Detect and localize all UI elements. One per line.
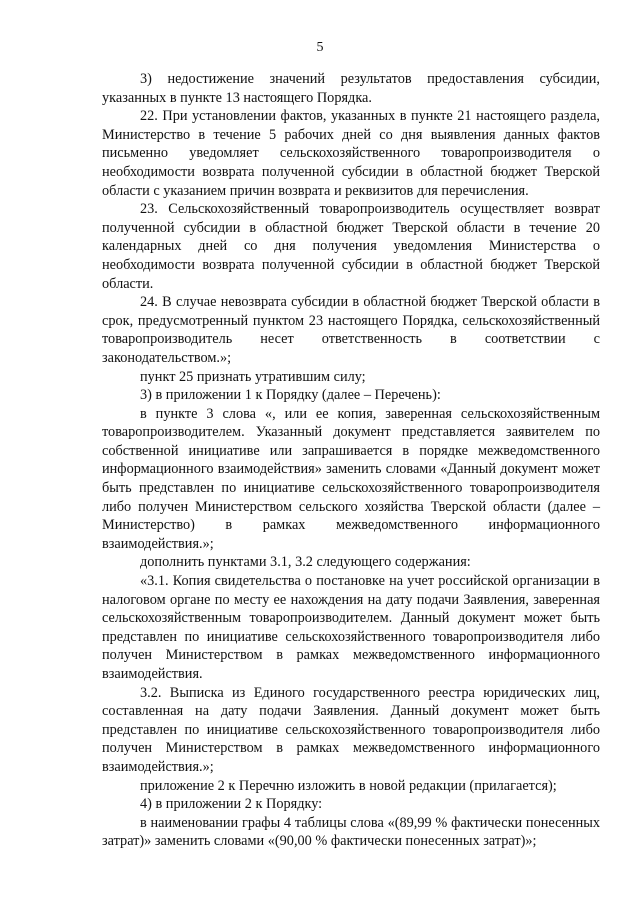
paragraph-item-4: 4) в приложении 2 к Порядку: bbox=[140, 796, 323, 813]
paragraph-appendix-1: 3) в приложении 1 к Порядку (далее – Перечень): bbox=[140, 387, 441, 404]
paragraph-column-4-change: в наименовании графы 4 таблицы слова «(89,99 % фактически понесенных затрат)» заменить словами «(90,00 % фактически понесенных затрат)»; bbox=[102, 814, 600, 850]
paragraph-point-3-change: в пункте 3 слова «, или ее копия, заверенная сельскохозяйственным товаропроизводителем. Указанный документ представляется заявителем по собственной инициативе или запрашивается в порядке межведомственного информационного взаимодействия» заменить словами «Данный документ может быть представлен по инициативе сельскохозяйственного товаропроизводителя либо получен Министерством сельского хозяйства Тверской области (далее – Министерство) в рамках межведомственного информационного взаимодействия.»; bbox=[102, 405, 600, 552]
paragraph-item-3: 3) недостижение значений результатов предоставления субсидии, указанных в пункте 13 настоящего Порядка. bbox=[102, 71, 600, 106]
paragraph-point-3-1: «3.1. Копия свидетельства о постановке на учет российской организации в налоговом органе по месту ее нахождения на дату подачи Заявления, заверенная сельскохозяйственным товаропроизводителем. Данный документ может быть представлен по инициативе сельскохозяйственного товаропроизводителя либо получен Министерством в рамках межведомственного информационного взаимодействия. bbox=[102, 573, 600, 682]
page-number: 5 bbox=[316, 40, 324, 55]
paragraph-point-3-2: 3.2. Выписка из Единого государственного реестра юридических лиц, составленная на дату подачи Заявления. Данный документ может быть представлен по инициативе сельскохозяйственного товаропроизводителя либо получен Министерством в рамках межведомственного информационного взаимодействия.»; bbox=[102, 684, 600, 775]
paragraph-clause-24: 24. В случае невозврата субсидии в областной бюджет Тверской области в срок, предусмотренный пунктом 23 настоящего Порядка, сельскохозяйственный товаропроизводитель несет ответственность в соответствии с законодательством.»; bbox=[102, 294, 600, 366]
document-body bbox=[102, 70, 600, 851]
paragraph-clause-25-void: пункт 25 признать утратившим силу; bbox=[140, 368, 366, 385]
paragraph-clause-23: 23. Сельскохозяйственный товаропроизводитель осуществляет возврат полученной субсидии в областной бюджет Тверской области в течение 20 календарных дней со дня получения уведомления Министерства о необходимости возврата полученной субсидии в областной бюджет Тверской области. bbox=[102, 201, 600, 292]
paragraph-appendix-2-new: приложение 2 к Перечню изложить в новой редакции (прилагается); bbox=[140, 777, 557, 794]
paragraph-add-points: дополнить пунктами 3.1, 3.2 следующего содержания: bbox=[140, 554, 471, 571]
paragraph-clause-22: 22. При установлении фактов, указанных в пункте 21 настоящего раздела, Министерство в течение 5 рабочих дней со дня выявления данных фактов письменно уведомляет сельскохозяйственного товаропроизводителя о необходимости возврата полученной субсидии в областной бюджет Тверской области с указанием причин возврата и реквизитов для перечисления. bbox=[102, 108, 600, 199]
